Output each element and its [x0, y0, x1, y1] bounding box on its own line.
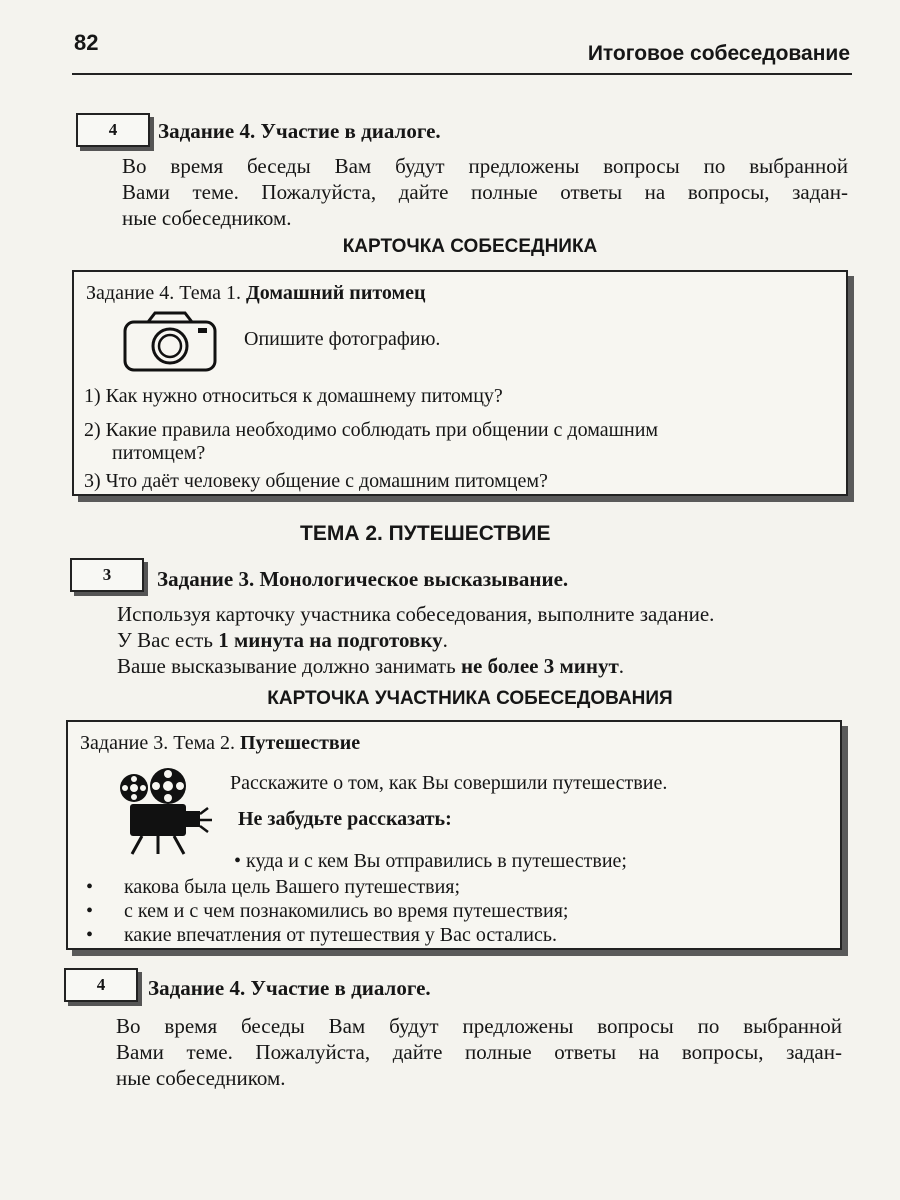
question-number: 2): [84, 419, 101, 441]
card-title: [80, 732, 360, 755]
text-line: [117, 627, 714, 653]
bullet-marker: •: [86, 924, 94, 946]
task-description: [116, 1013, 842, 1091]
question-number: 1): [84, 385, 101, 407]
theme-heading: ТЕМА 2. ПУТЕШЕСТВИЕ: [300, 522, 551, 545]
question-3: [84, 469, 834, 494]
question-2: [84, 418, 844, 443]
list-item: [86, 876, 460, 899]
bullet-marker: •: [86, 900, 94, 922]
emphasis: не более 3 минут: [460, 654, 619, 678]
card-instruction: Опишите фотографию.: [244, 328, 441, 350]
text-line: ные собеседником.: [116, 1066, 286, 1090]
question-2-continuation: питомцем?: [112, 442, 206, 464]
task-number-box: 4: [76, 113, 150, 147]
bullet-text: какие впечатления от путешествия у Вас остались.: [124, 924, 557, 946]
card-title: [86, 282, 426, 305]
task-description: [122, 153, 848, 231]
question-text: Как нужно относиться к домашнему питомцу?: [105, 385, 503, 407]
task-number-box: 4: [64, 968, 138, 1002]
text-line: Используя карточку участника собеседования, выполните задание.: [117, 602, 715, 626]
card-reminder: Не забудьте рассказать:: [238, 808, 452, 830]
header-rule: [72, 73, 852, 75]
film-projector-icon: [112, 764, 222, 856]
text-line: Вами теме. Пожалуйста, дайте полные ответы на вопросы, задан-: [116, 1040, 842, 1064]
list-item: [86, 900, 568, 923]
bullet-text: с кем и с чем познакомились во время путешествия;: [124, 900, 569, 922]
question-1: [84, 384, 834, 409]
text-line: Во время беседы Вам будут предложены вопросы по выбранной: [122, 154, 848, 178]
card-topic: Домашний питомец: [245, 282, 426, 304]
task-number-box: 3: [70, 558, 144, 592]
task-title: Задание 4. Участие в диалоге.: [158, 119, 441, 143]
bullet-marker: •: [86, 876, 94, 898]
text-line: ные собеседником.: [122, 206, 292, 230]
task-description: [117, 601, 714, 679]
bullet-text: куда и с кем Вы отправились в путешествие;: [246, 850, 627, 872]
list-item: [234, 850, 627, 873]
section-title: Итоговое собеседование: [587, 42, 850, 65]
question-number: 3): [84, 470, 101, 492]
card-instruction: Расскажите о том, как Вы совершили путешествие.: [230, 772, 668, 794]
interlocutor-card: [72, 270, 848, 496]
task-title: Задание 3. Монологическое высказывание.: [157, 567, 569, 591]
text-line: Вами теме. Пожалуйста, дайте полные ответы на вопросы, задан-: [122, 180, 848, 204]
text-fragment: У Вас есть: [117, 628, 219, 652]
emphasis: 1 минута на подготовку: [218, 628, 443, 652]
task-title: Задание 4. Участие в диалоге.: [148, 976, 431, 1000]
page-number: 82: [74, 30, 99, 55]
text-line: Во время беседы Вам будут предложены вопросы по выбранной: [116, 1014, 842, 1038]
list-item: [86, 924, 557, 947]
text-fragment: .: [618, 654, 625, 678]
bullet-marker: •: [234, 850, 242, 872]
participant-card: [66, 720, 842, 950]
card-task-label: Задание 3. Тема 2.: [80, 732, 235, 754]
card-topic: Путешествие: [239, 732, 361, 754]
question-text: Что даёт человеку общение с домашним питомцем?: [105, 470, 548, 492]
card-heading: КАРТОЧКА СОБЕСЕДНИКА: [342, 236, 598, 257]
text-line: [117, 653, 714, 679]
bullet-text: какова была цель Вашего путешествия;: [124, 876, 461, 898]
question-text: Какие правила необходимо соблюдать при общении с домашним: [105, 419, 659, 441]
card-task-label: Задание 4. Тема 1.: [86, 282, 241, 304]
text-fragment: Ваше высказывание должно занимать: [117, 654, 461, 678]
text-fragment: .: [442, 628, 448, 652]
camera-icon: [122, 310, 218, 374]
card-heading: КАРТОЧКА УЧАСТНИКА СОБЕСЕДОВАНИЯ: [267, 688, 673, 709]
